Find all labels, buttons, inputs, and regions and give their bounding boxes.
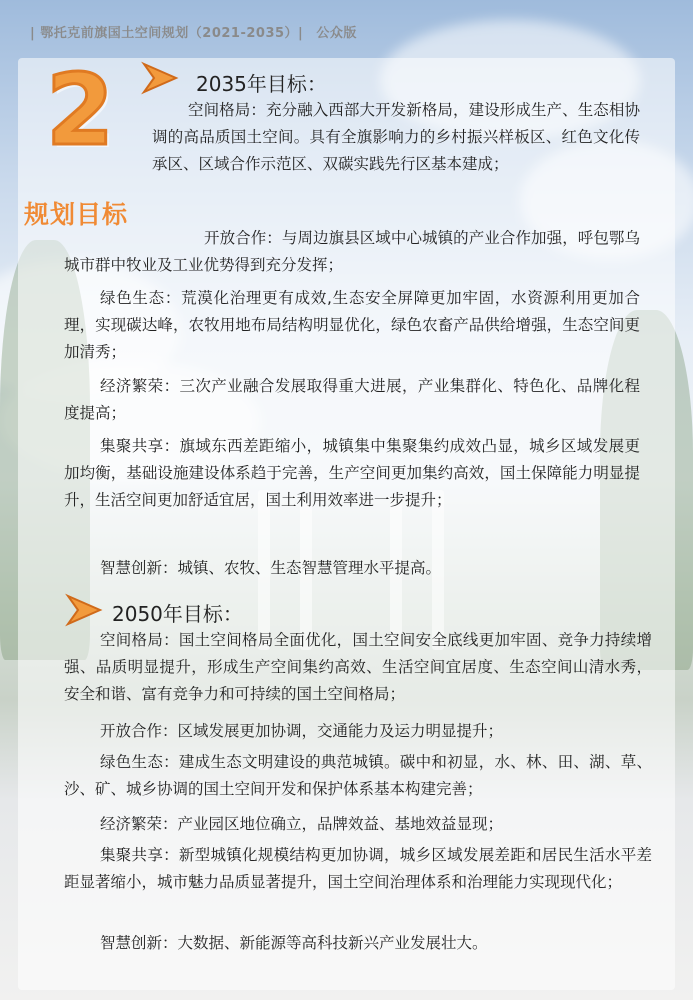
- goal-2050-item: 绿色生态：建成生态文明建设的典范城镇。碳中和初显，水、林、田、湖、草、沙、矿、城乡协调的国土空间开发和保护体系基本构建完善；: [64, 753, 652, 799]
- header-title: | 鄂托克前旗国土空间规划（2021-2035）|: [30, 26, 304, 41]
- goal-2035-item: 开放合作：与周边旗县区域中心城镇的产业合作加强，呼包鄂乌城市群中牧业及工业优势得到充分发挥；: [64, 229, 640, 275]
- goal-2035-item: 空间格局：充分融入西部大开发新格局，建设形成生产、生态相协调的高品质国土空间。具有全旗影响力的乡村振兴样板区、红色文化传承区、区域合作示范区、双碳实践先行区基本建成；: [152, 101, 640, 174]
- goal-2050-item: 开放合作：区域发展更加协调，交通能力及运力明显提升；: [100, 722, 504, 740]
- arrow-bullet-icon: [140, 58, 180, 98]
- goal-2035-item: 智慧创新：城镇、农牧、生态智慧管理水平提高。: [100, 559, 442, 577]
- goal-2050-item: 集聚共享：新型城镇化规模结构更加协调，城乡区域发展差距和居民生活水平差距显著缩小，城市魅力品质显著提升，国土空间治理体系和治理能力实现现代化；: [64, 846, 652, 892]
- goal-2050-item: 经济繁荣：产业园区地位确立，品牌效益、基地效益显现；: [100, 815, 504, 833]
- goal-2035-item: 集聚共享：旗域东西差距缩小，城镇集中集聚集约成效凸显，城乡区域发展更加均衡，基础设施建设体系趋于完善，生产空间更加集约高效，国土保障能力明显提升，生活空间更加舒适宜居，国土利用效率进一步提升；: [64, 437, 640, 510]
- goal-2050-title: 2050年目标：: [112, 602, 243, 626]
- document-header: [30, 22, 365, 41]
- goal-2035-item: 经济繁荣：三次产业融合发展取得重大进展，产业集群化、特色化、品牌化程度提高；: [64, 377, 640, 423]
- section-label: 规划目标: [24, 200, 129, 229]
- goal-2035-title: 2035年目标：: [196, 72, 327, 96]
- goal-2035-item: 绿色生态：荒漠化治理更有成效,生态安全屏障更加牢固，水资源利用更加合理，实现碳达峰，农牧用地布局结构明显优化，绿色农畜产品供给增强，生态空间更加清秀；: [64, 289, 640, 362]
- goal-2050-item: 智慧创新：大数据、新能源等高科技新兴产业发展壮大。: [100, 934, 488, 952]
- section-number: 2: [46, 54, 115, 168]
- goal-2050-item: 空间格局：国土空间格局全面优化，国土空间安全底线更加牢固、竞争力持续增强、品质明显提升，形成生产空间集约高效、生活空间宜居度、生态空间山清水秀，安全和谐、富有竞争力和可持续的国土空间格局；: [64, 631, 652, 704]
- header-edition: 公众版: [316, 26, 357, 41]
- arrow-bullet-icon: [64, 590, 104, 630]
